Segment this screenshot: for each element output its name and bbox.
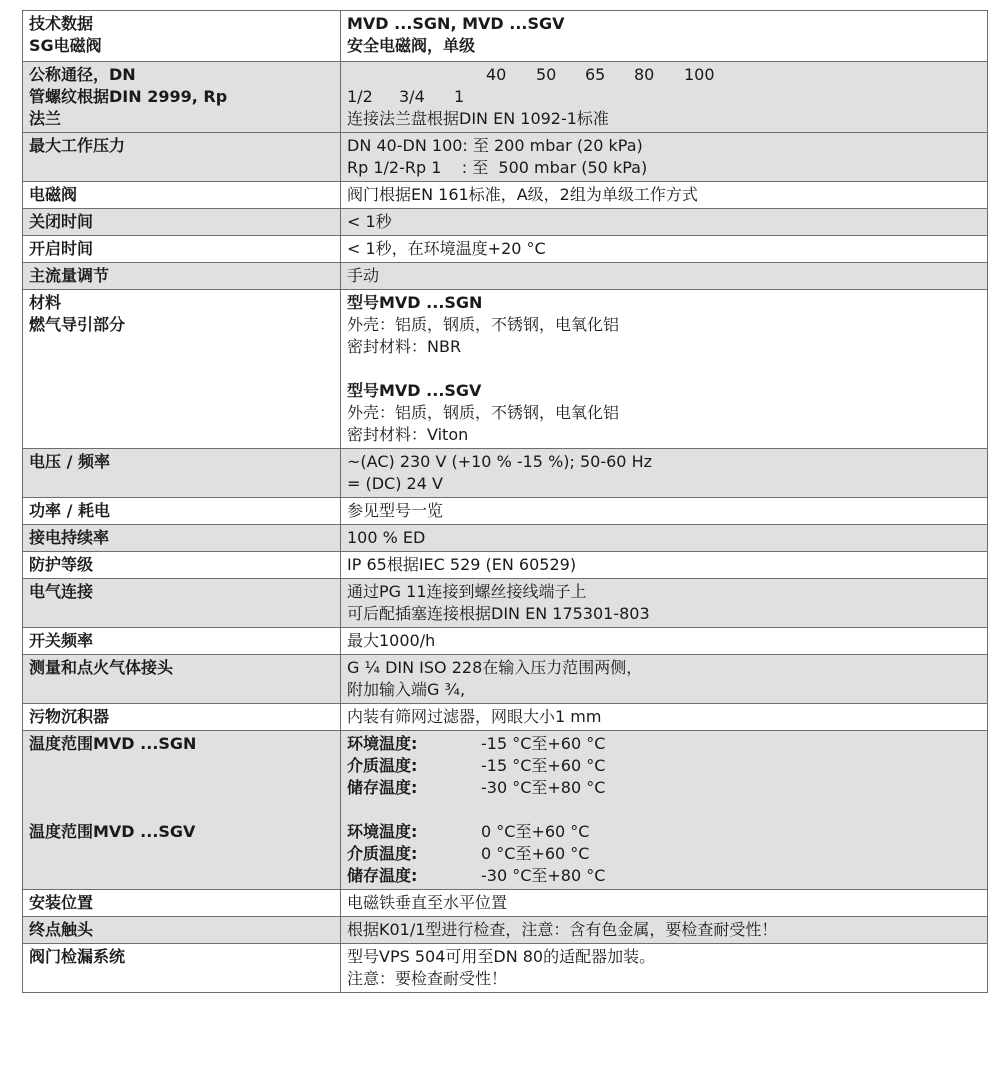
label-solenoid: 电磁阀 <box>23 182 341 209</box>
header-desc: 安全电磁阀，单级 <box>347 36 476 55</box>
value-temperature <box>341 731 988 890</box>
spacer <box>29 755 334 777</box>
material-sgn-title: 型号MVD ...SGN <box>347 293 483 312</box>
voltage-line: = (DC) 24 V <box>347 474 443 493</box>
label-line: 公称通径，DN <box>29 65 136 84</box>
label-line: 管螺纹根据DIN 2999, Rp <box>29 87 228 106</box>
value-measure <box>341 655 988 704</box>
label-open-time: 开启时间 <box>23 236 341 263</box>
spacer <box>347 799 981 821</box>
label-voltage: 电压 / 频率 <box>23 449 341 498</box>
value-material <box>341 290 988 449</box>
label-leak: 阀门检漏系统 <box>23 944 341 993</box>
temp-key: 介质温度: <box>347 844 418 863</box>
material-line: 外壳：铝质，钢质，不锈钢，电氧化铝 <box>347 403 620 422</box>
row-nominal <box>23 62 988 133</box>
dn-value: 65 <box>585 65 606 84</box>
measure-line: 附加输入端G ¾, <box>347 680 466 699</box>
value-solenoid: 阀门根据EN 161标准，A级，2组为单级工作方式 <box>341 182 988 209</box>
header-right <box>341 11 988 62</box>
row-mounting <box>23 890 988 917</box>
label-temperature <box>23 731 341 890</box>
measure-line: G ¼ DIN ISO 228在输入压力范围两侧， <box>347 658 643 677</box>
label-dirt: 污物沉积器 <box>23 704 341 731</box>
material-line: 密封材料：Viton <box>347 425 469 444</box>
material-line: 外壳：铝质，钢质，不锈钢，电氧化铝 <box>347 315 620 334</box>
value-close-time: < 1秒 <box>341 209 988 236</box>
label-max-pressure: 最大工作压力 <box>23 133 341 182</box>
spacer <box>29 799 334 821</box>
electrical-line: 通过PG 11连接到螺丝接线端子上 <box>347 582 587 601</box>
temp-value: -30 °C至+80 °C <box>481 866 606 885</box>
temp-key: 介质温度: <box>347 756 418 775</box>
temp-key: 环境温度: <box>347 822 418 841</box>
temp-value: 0 °C至+60 °C <box>481 822 590 841</box>
label-switching: 开关频率 <box>23 628 341 655</box>
label-protection: 防护等级 <box>23 552 341 579</box>
row-protection <box>23 552 988 579</box>
label-nominal <box>23 62 341 133</box>
pressure-line: Rp 1/2-Rp 1 : 至 500 mbar (50 kPa) <box>347 158 648 177</box>
value-electrical <box>341 579 988 628</box>
value-open-time: < 1秒，在环境温度+20 °C <box>341 236 988 263</box>
row-limit <box>23 917 988 944</box>
label-main-flow: 主流量调节 <box>23 263 341 290</box>
spacer <box>347 358 981 380</box>
value-max-pressure <box>341 133 988 182</box>
header-row <box>23 11 988 62</box>
spacer <box>29 777 334 799</box>
value-dirt: 内装有筛网过滤器，网眼大小1 mm <box>341 704 988 731</box>
temp-row <box>347 777 981 799</box>
row-open-time <box>23 236 988 263</box>
rp-value: 3/4 <box>399 87 425 106</box>
temp-row <box>347 733 981 755</box>
row-duty <box>23 525 988 552</box>
value-nominal <box>341 62 988 133</box>
dn-value: 100 <box>684 65 715 84</box>
temp-value: -15 °C至+60 °C <box>481 734 606 753</box>
row-power <box>23 498 988 525</box>
value-protection: IP 65根据IEC 529 (EN 60529) <box>341 552 988 579</box>
label-temp-sgv: 温度范围MVD ...SGV <box>29 822 196 841</box>
label-measure: 测量和点火气体接头 <box>23 655 341 704</box>
value-switching: 最大1000/h <box>341 628 988 655</box>
temp-key: 环境温度: <box>347 734 418 753</box>
label-power: 功率 / 耗电 <box>23 498 341 525</box>
value-mounting: 电磁铁垂直至水平位置 <box>341 890 988 917</box>
value-power: 参见型号一览 <box>341 498 988 525</box>
temp-row <box>347 821 981 843</box>
row-temperature <box>23 731 988 890</box>
rp-values <box>347 86 981 108</box>
row-measure <box>23 655 988 704</box>
material-sgv-title: 型号MVD ...SGV <box>347 381 482 400</box>
flange-text: 连接法兰盘根据DIN EN 1092-1标准 <box>347 109 609 128</box>
row-electrical <box>23 579 988 628</box>
rp-value: 1 <box>454 87 465 106</box>
row-voltage <box>23 449 988 498</box>
value-voltage <box>341 449 988 498</box>
value-limit: 根据K01/1型进行检查，注意：含有色金属，要检查耐受性！ <box>341 917 988 944</box>
header-subtitle: SG电磁阀 <box>29 36 102 55</box>
dn-value: 80 <box>634 65 655 84</box>
row-leak <box>23 944 988 993</box>
temp-row <box>347 755 981 777</box>
value-main-flow: 手动 <box>341 263 988 290</box>
temp-key: 储存温度: <box>347 778 418 797</box>
rp-value: 1/2 <box>347 87 373 106</box>
row-solenoid <box>23 182 988 209</box>
label-mounting: 安装位置 <box>23 890 341 917</box>
leak-line: 注意：要检查耐受性！ <box>347 969 508 988</box>
temp-value: -15 °C至+60 °C <box>481 756 606 775</box>
label-line: 材料 <box>29 293 62 312</box>
temp-key: 储存温度: <box>347 866 418 885</box>
label-electrical: 电气连接 <box>23 579 341 628</box>
label-line: 燃气导引部分 <box>29 315 126 334</box>
spec-table <box>22 10 988 993</box>
material-line: 密封材料：NBR <box>347 337 462 356</box>
row-switching <box>23 628 988 655</box>
label-line: 法兰 <box>29 109 62 128</box>
header-left <box>23 11 341 62</box>
temp-row <box>347 865 981 887</box>
voltage-line: ~(AC) 230 V (+10 % -15 %); 50-60 Hz <box>347 452 652 471</box>
row-dirt <box>23 704 988 731</box>
dn-value: 50 <box>536 65 557 84</box>
dn-values <box>347 64 981 86</box>
dn-value: 40 <box>486 65 507 84</box>
leak-line: 型号VPS 504可用至DN 80的适配器加装。 <box>347 947 656 966</box>
header-model: MVD ...SGN, MVD ...SGV <box>347 14 565 33</box>
pressure-line: DN 40-DN 100: 至 200 mbar (20 kPa) <box>347 136 643 155</box>
label-material <box>23 290 341 449</box>
row-material <box>23 290 988 449</box>
value-leak <box>341 944 988 993</box>
row-main-flow <box>23 263 988 290</box>
header-title: 技术数据 <box>29 14 94 33</box>
temp-value: -30 °C至+80 °C <box>481 778 606 797</box>
label-temp-sgn: 温度范围MVD ...SGN <box>29 734 197 753</box>
value-duty: 100 % ED <box>341 525 988 552</box>
temp-row <box>347 843 981 865</box>
temp-value: 0 °C至+60 °C <box>481 844 590 863</box>
row-max-pressure <box>23 133 988 182</box>
label-duty: 接电持续率 <box>23 525 341 552</box>
label-close-time: 关闭时间 <box>23 209 341 236</box>
label-limit: 终点触头 <box>23 917 341 944</box>
electrical-line: 可后配插塞连接根据DIN EN 175301-803 <box>347 604 650 623</box>
row-close-time <box>23 209 988 236</box>
